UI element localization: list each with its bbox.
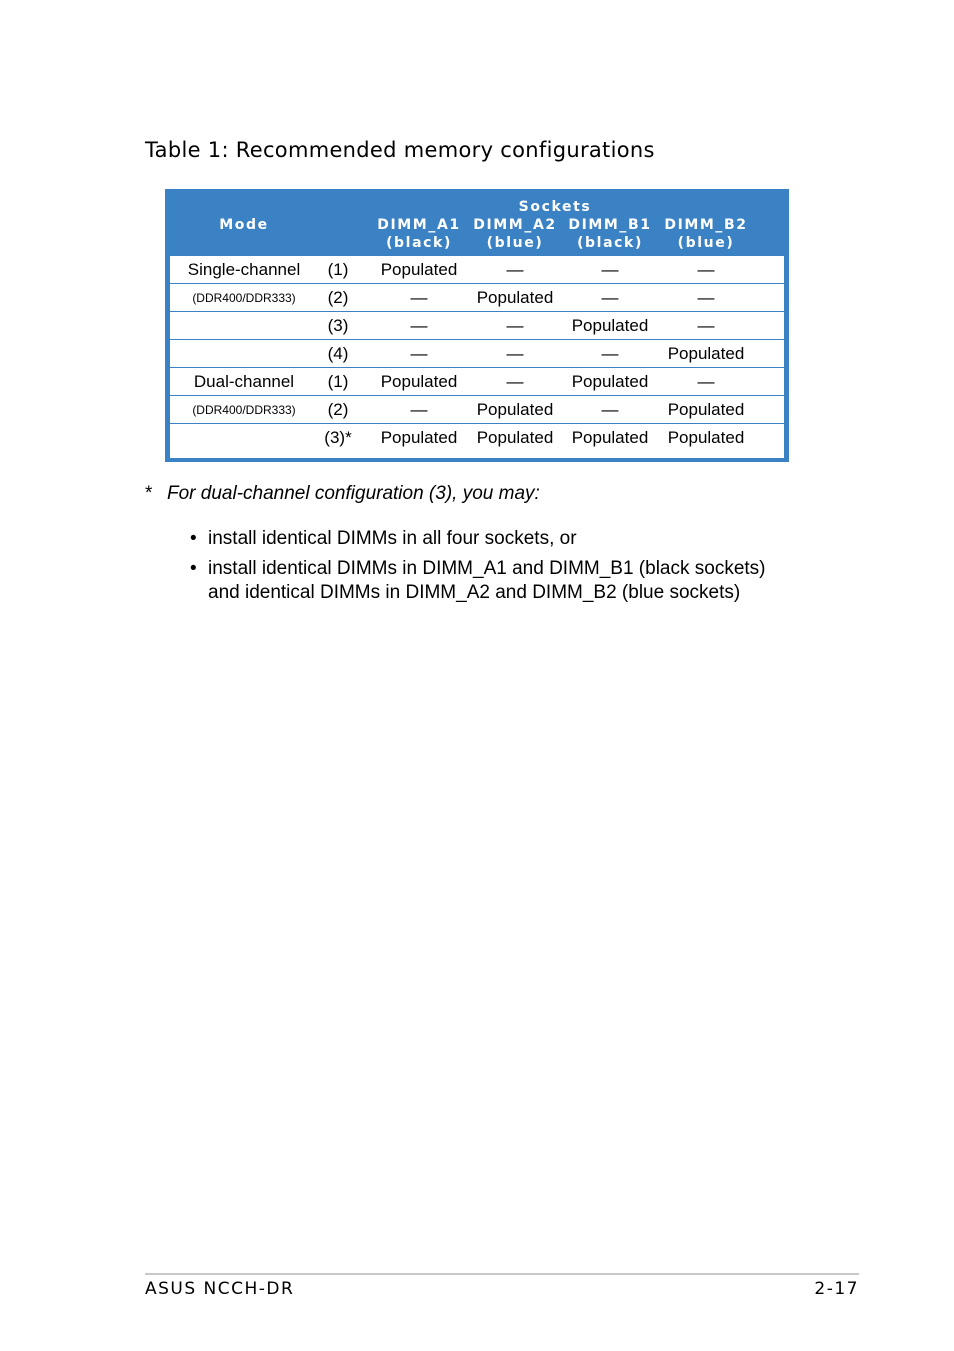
dimm-b1-cell: Populated	[571, 428, 649, 447]
footnote	[145, 483, 540, 505]
dimm-a1-cell: —	[410, 400, 428, 419]
mode-cell	[170, 312, 318, 340]
dimm-b1-cell: Populated	[571, 372, 649, 391]
footer-product-name: ASUS NCCH-DR	[145, 1279, 295, 1299]
dimm-b2-cell: Populated	[667, 428, 745, 447]
dimm-a2-cell: Populated	[476, 428, 554, 447]
mode-cell	[170, 340, 318, 368]
dimm-a2-cell: Populated	[476, 400, 554, 419]
list-item-text: install identical DIMMs in all four sockets, or	[208, 528, 577, 549]
dimm-b1-cell: —	[601, 344, 619, 363]
dimm-b2-cell: Populated	[667, 344, 745, 363]
config-number-cell: (3)*	[324, 428, 352, 447]
dimm-b2-cell: —	[697, 288, 715, 307]
dimm-a2-cell: Populated	[476, 288, 554, 307]
dimm-a2-cell: —	[506, 316, 524, 335]
footer-page-number: 2-17	[814, 1279, 859, 1299]
dimm-a1-cell: —	[410, 288, 428, 307]
table-row	[170, 424, 784, 458]
header-mode: Mode	[219, 217, 269, 233]
footnote-text: For dual-channel configuration (3), you may:	[167, 483, 540, 504]
mode-cell: Single-channel	[187, 260, 301, 279]
dimm-b1-cell: —	[601, 260, 619, 279]
footer-divider	[145, 1273, 859, 1275]
table-row	[170, 284, 784, 312]
list-item-text: install identical DIMMs in DIMM_A1 and DIMM_B1 (black sockets)	[208, 558, 766, 579]
header-dimm-b2-color: (blue)	[677, 235, 735, 251]
table-row	[170, 340, 784, 368]
config-number-cell: (2)	[327, 288, 349, 307]
dimm-b2-cell: —	[697, 260, 715, 279]
dimm-a1-cell: —	[410, 344, 428, 363]
header-dimm-b1: DIMM_B1	[568, 217, 652, 233]
table-row	[170, 312, 784, 340]
header-dimm-a1: DIMM_A1	[377, 217, 461, 233]
mode-cell: (DDR400/DDR333)	[192, 291, 296, 305]
dimm-a1-cell: Populated	[380, 260, 458, 279]
config-number-cell: (2)	[327, 400, 349, 419]
dimm-a2-cell: —	[506, 344, 524, 363]
dimm-b2-cell: —	[697, 372, 715, 391]
config-number-cell: (1)	[327, 260, 349, 279]
page-title: Table 1: Recommended memory configurations	[145, 138, 655, 162]
mode-cell	[170, 424, 318, 452]
table-body	[170, 256, 784, 458]
header-dimm-a2: DIMM_A2	[473, 217, 557, 233]
mode-cell: Dual-channel	[193, 372, 295, 391]
list-item-text: and identical DIMMs in DIMM_A2 and DIMM_B2 (blue sockets)	[208, 582, 741, 603]
table-row	[170, 368, 784, 396]
mode-cell: (DDR400/DDR333)	[192, 403, 296, 417]
header-dimm-b2: DIMM_B2	[664, 217, 748, 233]
dimm-a2-cell: —	[506, 260, 524, 279]
dimm-a1-cell: Populated	[380, 372, 458, 391]
header-dimm-b1-color: (black)	[577, 235, 643, 251]
dimm-a1-cell: Populated	[380, 428, 458, 447]
dimm-b2-cell: —	[697, 316, 715, 335]
header-dimm-a2-color: (blue)	[486, 235, 544, 251]
dimm-b1-cell: —	[601, 288, 619, 307]
dimm-a2-cell: —	[506, 372, 524, 391]
memory-config-table	[165, 189, 789, 462]
table-row	[170, 256, 784, 284]
dimm-a1-cell: —	[410, 316, 428, 335]
config-number-cell: (1)	[327, 372, 349, 391]
table-row	[170, 396, 784, 424]
dimm-b1-cell: Populated	[571, 316, 649, 335]
config-number-cell: (3)	[327, 316, 349, 335]
dimm-b2-cell: Populated	[667, 400, 745, 419]
bullet-icon: •	[190, 558, 197, 579]
dimm-b1-cell: —	[601, 400, 619, 419]
config-number-cell: (4)	[327, 344, 349, 363]
header-dimm-a1-color: (black)	[386, 235, 452, 251]
footnote-marker: *	[145, 483, 153, 504]
header-sockets: Sockets	[518, 199, 592, 215]
bullet-icon: •	[190, 528, 197, 549]
